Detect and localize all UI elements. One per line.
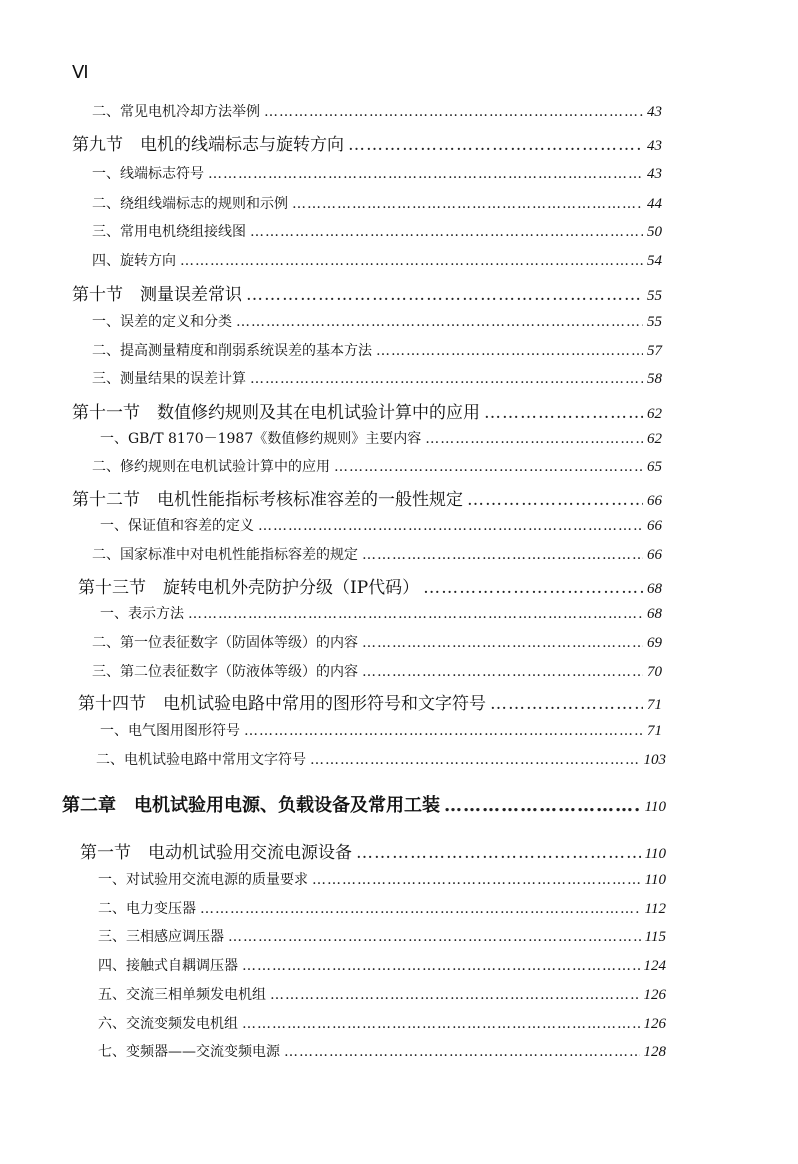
toc-entry-page: 62 [647,406,662,422]
toc-entry-label: 一、电气图用图形符号 [100,723,240,739]
toc-entry[interactable] [92,340,662,360]
page-number: Ⅵ [72,62,89,82]
toc-entry[interactable] [98,955,666,975]
dot-leader [200,901,641,917]
toc-entry-page: 71 [647,697,662,713]
dot-leader [376,343,643,359]
toc-entry-label: 一、误差的定义和分类 [92,314,232,330]
dot-leader [292,196,643,212]
toc-entry-label: 四、旋转方向 [92,253,176,269]
dot-leader [242,1016,640,1032]
toc-entry-page: 44 [647,196,662,212]
toc-entry-label: 第二章 电机试验用电源、负载设备及常用工装 [62,795,440,816]
toc-entry-page: 115 [644,929,666,945]
toc-entry[interactable] [96,749,666,769]
dot-leader [484,403,643,423]
toc-entry[interactable] [98,1041,666,1061]
toc-entry-label: 六、交流变频发电机组 [98,1016,238,1032]
dot-leader [362,664,643,680]
toc-entry[interactable] [92,456,662,476]
toc-entry-label: 一、保证值和容差的定义 [100,518,254,534]
toc-entry[interactable] [100,603,662,623]
toc-entry-page: 54 [647,253,662,269]
toc-entry[interactable] [98,898,666,918]
dot-leader [425,431,643,447]
toc-entry-label: 二、提高测量精度和削弱系统误差的基本方法 [92,343,372,359]
dot-leader [250,224,643,240]
dot-leader [284,1044,640,1060]
dot-leader [423,578,643,598]
dot-leader [236,314,643,330]
dot-leader [244,723,643,739]
toc-entry-page: 50 [647,224,662,240]
toc-entry-page: 110 [644,872,666,888]
toc-entry-page: 55 [647,314,662,330]
dot-leader [490,694,643,714]
toc-section-entry[interactable] [72,485,662,510]
dot-leader [362,547,643,563]
toc-entry[interactable] [92,221,662,241]
toc-section-entry[interactable] [78,689,662,714]
toc-entry-page: 124 [643,958,666,974]
toc-entry-page: 69 [647,635,662,651]
dot-leader [258,518,643,534]
toc-entry[interactable] [92,101,662,121]
toc-entry[interactable] [92,632,662,652]
toc-entry[interactable] [92,163,662,183]
toc-entry-label: 三、三相感应调压器 [98,929,224,945]
dot-leader [362,635,643,651]
toc-entry-label: 一、表示方法 [100,606,184,622]
toc-entry-label: 第十三节 旋转电机外壳防护分级（IP代码） [78,578,420,598]
toc-entry[interactable] [98,869,666,889]
dot-leader [312,872,641,888]
toc-entry-label: 第一节 电动机试验用交流电源设备 [80,843,352,863]
dot-leader [242,958,640,974]
toc-section-entry[interactable] [72,398,662,423]
toc-entry[interactable] [92,250,662,270]
toc-entry-label: 二、国家标准中对电机性能指标容差的规定 [92,547,358,563]
toc-entry-page: 126 [643,987,666,1003]
toc-entry-page: 55 [647,288,662,304]
toc-entry[interactable] [100,515,662,535]
dot-leader [264,104,643,120]
toc-entry[interactable] [100,720,662,740]
toc-entry-page: 128 [643,1044,666,1060]
toc-entry-page: 68 [647,581,662,597]
toc-section-entry[interactable] [72,130,662,155]
dot-leader [180,253,643,269]
toc-chapter-entry[interactable] [62,791,666,817]
dot-leader [334,459,643,475]
toc-entry-label: 一、线端标志符号 [92,166,204,182]
toc-entry[interactable] [100,428,662,448]
toc-entry-label: 一、GB/T 8170－1987《数值修约规则》主要内容 [100,431,422,447]
dot-leader [356,843,641,863]
toc-entry-page: 126 [643,1016,666,1032]
toc-entry-label: 二、电力变压器 [98,901,196,917]
toc-entry-label: 三、常用电机绕组接线图 [92,224,246,240]
toc-entry[interactable] [92,544,662,564]
toc-entry-page: 66 [647,547,662,563]
dot-leader [188,606,643,622]
toc-entry[interactable] [98,1013,666,1033]
dot-leader [228,929,641,945]
toc-entry-page: 68 [647,606,662,622]
toc-entry-label: 二、常见电机冷却方法举例 [92,104,260,120]
toc-entry-label: 第九节 电机的线端标志与旋转方向 [72,135,344,155]
toc-entry-label: 三、第二位表征数字（防液体等级）的内容 [92,664,358,680]
toc-entry-page: 110 [644,846,666,862]
toc-entry-label: 七、变频器——交流变频电源 [98,1044,280,1060]
toc-entry-label: 五、交流三相单频发电机组 [98,987,266,1003]
toc-entry-page: 71 [647,723,662,739]
toc-entry[interactable] [98,984,666,1004]
toc-entry-page: 62 [647,431,662,447]
toc-entry[interactable] [92,368,662,388]
dot-leader [270,987,640,1003]
toc-entry-label: 二、修约规则在电机试验计算中的应用 [92,459,330,475]
toc-entry-label: 二、电机试验电路中常用文字符号 [96,752,306,768]
dot-leader [246,285,643,305]
dot-leader [310,752,640,768]
dot-leader [250,371,643,387]
toc-entry-label: 二、第一位表征数字（防固体等级）的内容 [92,635,358,651]
toc-entry-page: 70 [647,664,662,680]
toc-section-entry[interactable] [72,280,662,305]
toc-entry[interactable] [98,926,666,946]
toc-entry-label: 三、测量结果的误差计算 [92,371,246,387]
toc-entry-page: 66 [647,518,662,534]
toc-entry-page: 110 [644,799,666,815]
toc-entry-page: 66 [647,493,662,509]
toc-entry-page: 43 [647,166,662,182]
toc-entry[interactable] [92,661,662,681]
dot-leader [208,166,643,182]
toc-section-entry[interactable] [80,838,666,863]
toc-entry-label: 第十二节 电机性能指标考核标准容差的一般性规定 [72,490,463,510]
toc-entry-page: 58 [647,371,662,387]
toc-entry[interactable] [92,193,662,213]
toc-entry-label: 第十一节 数值修约规则及其在电机试验计算中的应用 [72,403,480,423]
toc-entry-label: 二、绕组线端标志的规则和示例 [92,196,288,212]
toc-entry-page: 103 [643,752,666,768]
dot-leader [348,135,643,155]
toc-entry[interactable] [92,311,662,331]
toc-entry-page: 43 [647,104,662,120]
toc-section-entry[interactable] [78,573,662,598]
toc-entry-page: 112 [644,901,666,917]
toc-entry-page: 57 [647,343,662,359]
toc-entry-label: 第十节 测量误差常识 [72,285,242,305]
toc-entry-page: 43 [647,138,662,154]
dot-leader [444,795,641,816]
toc-entry-label: 四、接触式自耦调压器 [98,958,238,974]
toc-entry-label: 一、对试验用交流电源的质量要求 [98,872,308,888]
dot-leader [467,490,643,510]
toc-entry-label: 第十四节 电机试验电路中常用的图形符号和文字符号 [78,694,486,714]
toc-entry-page: 65 [647,459,662,475]
